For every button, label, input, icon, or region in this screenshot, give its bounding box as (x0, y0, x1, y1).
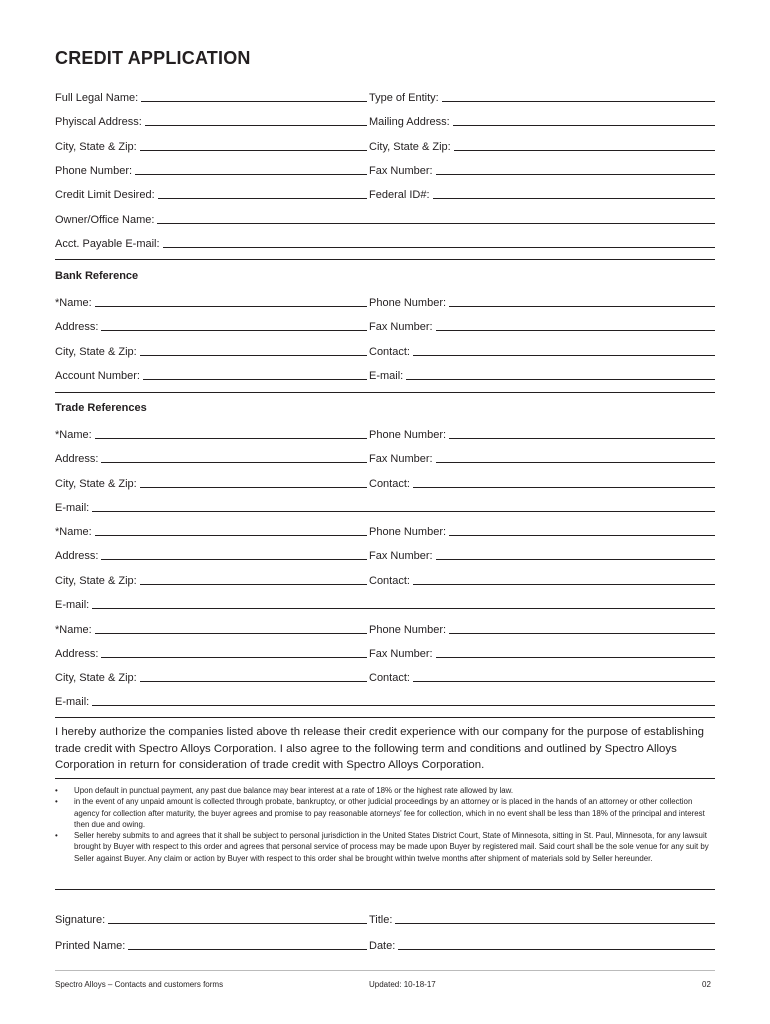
footer-updated-text: Updated: 10-18-17 (369, 980, 436, 989)
trade-1-email-field[interactable] (55, 498, 715, 514)
mailing-address-label: Mailing Address: (369, 116, 450, 128)
trade-contact-label: Contact: (369, 672, 410, 684)
trade-email-label: E-mail: (55, 696, 90, 708)
trade-contact-label: Contact: (369, 575, 410, 587)
fax-number-line[interactable] (436, 164, 715, 175)
owner-office-name-line[interactable] (157, 213, 715, 224)
terms-item-text: Upon default in punctual payment, any past due balance may bear interest at a rate of 18% or the highest rate allowed by law. (74, 786, 514, 795)
owner-office-name-label: Owner/Office Name: (55, 214, 155, 226)
trade-phone-label: Phone Number: (369, 526, 447, 538)
trade-city-state-zip-label: City, State & Zip: (55, 575, 137, 587)
physical-address-label: Phyiscal Address: (55, 116, 142, 128)
trade-city-state-zip-line[interactable] (140, 574, 367, 585)
mailing-address-line[interactable] (453, 115, 715, 126)
trade-contact-line[interactable] (413, 574, 715, 585)
trade-2-email-field[interactable] (55, 595, 715, 611)
bank-fax-line[interactable] (436, 320, 715, 331)
bank-phone-label: Phone Number: (369, 297, 447, 309)
phone-number-line[interactable] (135, 164, 367, 175)
section-divider (55, 392, 715, 393)
credit-limit-field[interactable] (55, 185, 367, 201)
trade-3-city-state-zip-field[interactable] (55, 668, 367, 684)
bank-city-state-zip-label: City, State & Zip: (55, 346, 137, 358)
trade-fax-label: Fax Number: (369, 648, 433, 660)
section-divider (55, 259, 715, 260)
trade-fax-line[interactable] (436, 452, 715, 463)
bank-fax-field[interactable] (369, 317, 715, 333)
page-title: CREDIT APPLICATION (55, 48, 251, 68)
terms-item (55, 796, 715, 830)
trade-email-line[interactable] (92, 598, 715, 609)
acct-payable-email-field[interactable] (55, 234, 715, 250)
full-legal-name-line[interactable] (141, 91, 367, 102)
trade-phone-line[interactable] (449, 525, 715, 536)
bank-email-line[interactable] (406, 369, 715, 380)
trade-name-label: *Name: (55, 429, 92, 441)
trade-contact-label: Contact: (369, 478, 410, 490)
trade-fax-line[interactable] (436, 647, 715, 658)
acct-payable-email-line[interactable] (163, 237, 715, 248)
footer-divider (55, 970, 715, 971)
trade-city-state-zip-label: City, State & Zip: (55, 478, 137, 490)
bank-city-state-zip-line[interactable] (140, 345, 367, 356)
trade-city-state-zip-line[interactable] (140, 671, 367, 682)
footer-left-text: Spectro Alloys – Contacts and customers forms (55, 980, 224, 989)
signature-field[interactable] (55, 910, 367, 926)
terms-item-text: Seller hereby submits to and agrees that it shall be subject to personal jurisdiction in the United States District Court, State of Minnesota, sitting in St. Paul, Minnesota, for any lawsuit brought by Buyer with respect to this order and agrees that personal service of process may be made upon Buyer by registered mail. Said court shall be the sole venue for any suit by Seller against Buyer. Any claim or action by Buyer with respect to this order shal be brought within twelve months after shipment of materials sold by Seller hereunder. (74, 831, 709, 863)
type-of-entity-label: Type of Entity: (369, 92, 439, 104)
trade-contact-line[interactable] (413, 477, 715, 488)
trade-phone-label: Phone Number: (369, 429, 447, 441)
mailing-city-state-zip-line[interactable] (454, 140, 715, 151)
trade-fax-label: Fax Number: (369, 550, 433, 562)
bank-name-field[interactable] (55, 293, 367, 309)
phone-number-label: Phone Number: (55, 165, 133, 177)
footer-page-number: 02 (702, 980, 711, 989)
signature-line[interactable] (108, 913, 367, 924)
bank-address-line[interactable] (101, 320, 367, 331)
federal-id-field[interactable] (369, 185, 715, 201)
trade-3-address-field[interactable] (55, 644, 367, 660)
city-state-zip-field[interactable] (55, 137, 367, 153)
bullet: • (55, 786, 58, 795)
trade-city-state-zip-line[interactable] (140, 477, 367, 488)
bank-phone-line[interactable] (449, 296, 715, 307)
title-label: Title: (369, 914, 393, 926)
bank-fax-label: Fax Number: (369, 321, 433, 333)
trade-phone-line[interactable] (449, 428, 715, 439)
trade-name-line[interactable] (95, 428, 367, 439)
owner-office-name-field[interactable] (55, 210, 715, 226)
trade-address-label: Address: (55, 648, 99, 660)
bank-reference-heading: Bank Reference (55, 270, 139, 282)
physical-address-field[interactable] (55, 112, 367, 128)
trade-city-state-zip-label: City, State & Zip: (55, 672, 137, 684)
trade-1-contact-field[interactable] (369, 474, 715, 490)
full-legal-name-label: Full Legal Name: (55, 92, 139, 104)
physical-address-line[interactable] (145, 115, 367, 126)
credit-limit-label: Credit Limit Desired: (55, 189, 155, 201)
bank-account-number-field[interactable] (55, 366, 367, 382)
signature-label: Signature: (55, 914, 106, 926)
trade-1-city-state-zip-field[interactable] (55, 474, 367, 490)
trade-name-line[interactable] (95, 623, 367, 634)
trade-phone-label: Phone Number: (369, 624, 447, 636)
trade-3-name-field[interactable] (55, 620, 367, 636)
bank-contact-field[interactable] (369, 342, 715, 358)
trade-address-line[interactable] (101, 647, 367, 658)
trade-name-label: *Name: (55, 526, 92, 538)
trade-2-address-field[interactable] (55, 546, 367, 562)
type-of-entity-field[interactable] (369, 88, 715, 104)
trade-contact-line[interactable] (413, 671, 715, 682)
bank-city-state-zip-field[interactable] (55, 342, 367, 358)
trade-3-fax-field[interactable] (369, 644, 715, 660)
trade-phone-line[interactable] (449, 623, 715, 634)
bank-account-number-line[interactable] (143, 369, 367, 380)
terms-item-text: in the event of any unpaid amount is collected through probate, bankruptcy, or other judicial proceedings by an attorney or is placed in the hands of an attorney or other collection agency for collection after maturity, the buyer agrees and promise to pay reasonable atorneys' fee for collection, which in no event shall be less than 18% of the principal and interest then due and owing. (74, 797, 705, 829)
fax-number-field[interactable] (369, 161, 715, 177)
trade-address-line[interactable] (101, 549, 367, 560)
bank-email-label: E-mail: (369, 370, 404, 382)
trade-email-label: E-mail: (55, 502, 90, 514)
authorization-text: I hereby authorize the companies listed above th release their credit experience with our company for the purpose of establishing trade credit with Spectro Alloys Corporation. I also agree to the following term and conditions and outlined by Spectro Alloys Corporation in return for consideration of trade credit with Spectro Alloys Corporation. (55, 726, 705, 771)
city-state-zip-label: City, State & Zip: (55, 141, 137, 153)
bank-phone-field[interactable] (369, 293, 715, 309)
trade-2-phone-field[interactable] (369, 522, 715, 538)
bank-name-label: *Name: (55, 297, 92, 309)
mailing-city-state-zip-field[interactable] (369, 137, 715, 153)
trade-3-phone-field[interactable] (369, 620, 715, 636)
date-label: Date: (369, 940, 396, 952)
trade-2-city-state-zip-field[interactable] (55, 571, 367, 587)
bank-address-field[interactable] (55, 317, 367, 333)
bank-contact-label: Contact: (369, 346, 410, 358)
section-divider (55, 778, 715, 779)
terms-item (55, 785, 715, 796)
trade-references-heading: Trade References (55, 402, 147, 414)
fax-number-label: Fax Number: (369, 165, 433, 177)
trade-email-line[interactable] (92, 501, 715, 512)
printed-name-field[interactable] (55, 936, 367, 952)
trade-1-address-field[interactable] (55, 449, 367, 465)
terms-list (55, 785, 715, 864)
trade-address-line[interactable] (101, 452, 367, 463)
bank-account-number-label: Account Number: (55, 370, 140, 382)
trade-email-line[interactable] (92, 695, 715, 706)
title-line[interactable] (395, 913, 715, 924)
trade-2-contact-field[interactable] (369, 571, 715, 587)
trade-name-label: *Name: (55, 624, 92, 636)
section-divider (55, 889, 715, 890)
trade-1-fax-field[interactable] (369, 449, 715, 465)
federal-id-label: Federal ID#: (369, 189, 430, 201)
trade-3-contact-field[interactable] (369, 668, 715, 684)
trade-email-label: E-mail: (55, 599, 90, 611)
trade-2-name-field[interactable] (55, 522, 367, 538)
title-field[interactable] (369, 910, 715, 926)
date-line[interactable] (398, 939, 715, 950)
trade-2-fax-field[interactable] (369, 546, 715, 562)
printed-name-label: Printed Name: (55, 940, 126, 952)
full-legal-name-field[interactable] (55, 88, 367, 104)
bullet: • (55, 831, 58, 841)
trade-1-phone-field[interactable] (369, 425, 715, 441)
acct-payable-email-label: Acct. Payable E-mail: (55, 238, 160, 250)
trade-fax-label: Fax Number: (369, 453, 433, 465)
mailing-city-state-zip-label: City, State & Zip: (369, 141, 451, 153)
printed-name-line[interactable] (128, 939, 367, 950)
trade-address-label: Address: (55, 453, 99, 465)
city-state-zip-line[interactable] (140, 140, 367, 151)
trade-1-name-field[interactable] (55, 425, 367, 441)
terms-item (55, 830, 715, 864)
trade-3-email-field[interactable] (55, 692, 715, 708)
trade-fax-line[interactable] (436, 549, 715, 560)
credit-limit-line[interactable] (158, 188, 367, 199)
trade-name-line[interactable] (95, 525, 367, 536)
bank-contact-line[interactable] (413, 345, 715, 356)
trade-address-label: Address: (55, 550, 99, 562)
section-divider (55, 717, 715, 718)
federal-id-line[interactable] (433, 188, 715, 199)
bank-address-label: Address: (55, 321, 99, 333)
type-of-entity-line[interactable] (442, 91, 715, 102)
mailing-address-field[interactable] (369, 112, 715, 128)
bank-name-line[interactable] (95, 296, 367, 307)
bank-email-field[interactable] (369, 366, 715, 382)
phone-number-field[interactable] (55, 161, 367, 177)
bullet: • (55, 797, 58, 807)
date-field[interactable] (369, 936, 715, 952)
